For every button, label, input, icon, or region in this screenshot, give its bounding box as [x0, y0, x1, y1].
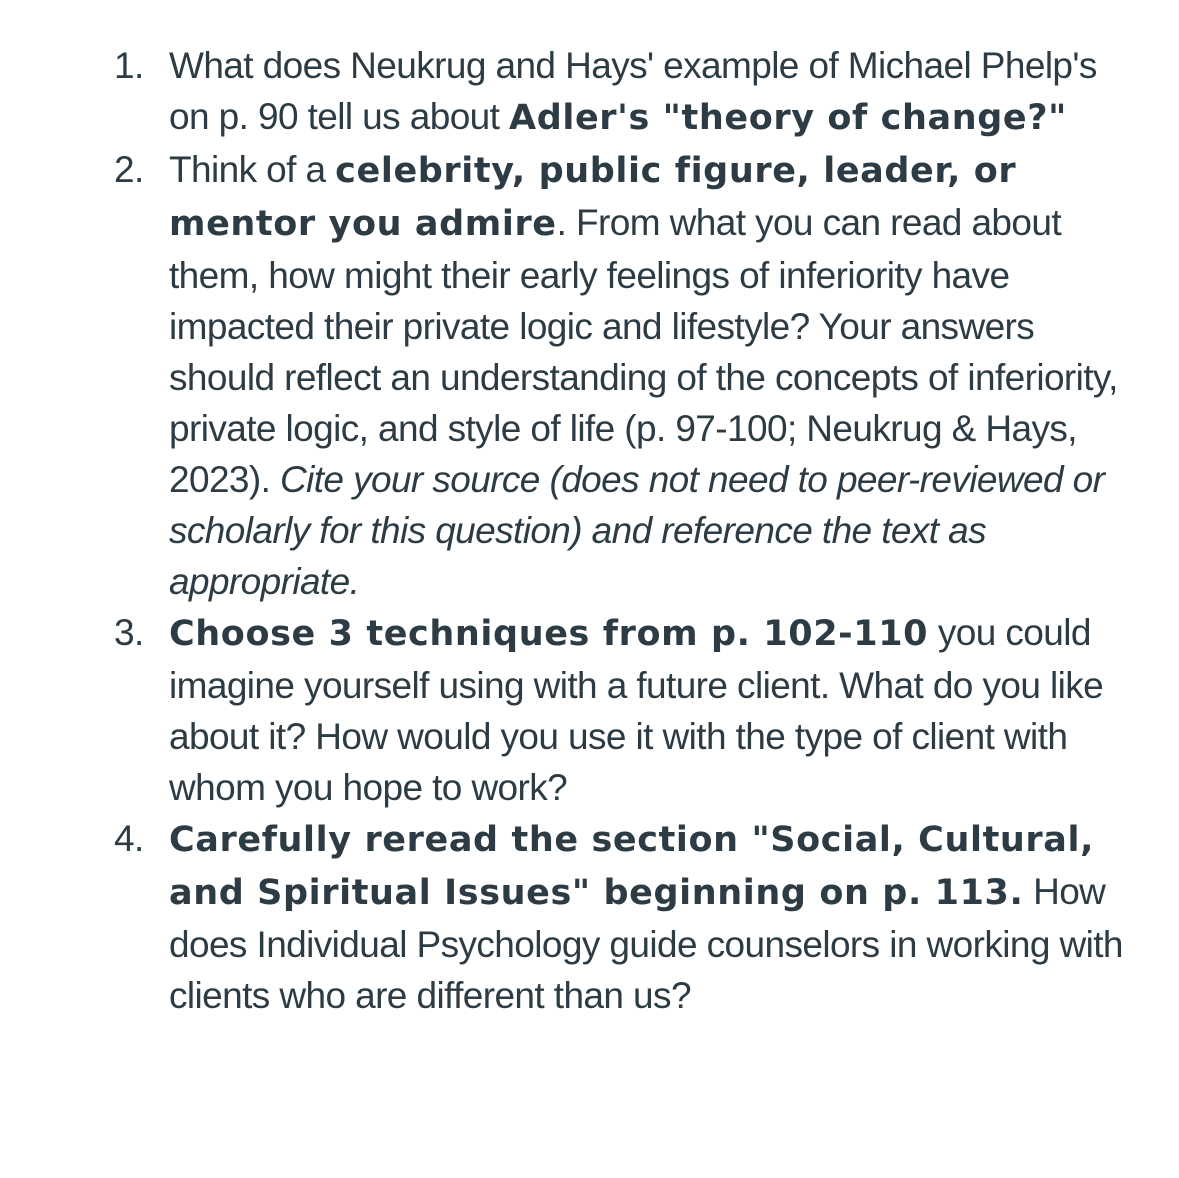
question-number: 2. — [114, 149, 144, 190]
question-item-4 — [114, 813, 1144, 1021]
question-emphasis-bold: Carefully reread the section "Social, Cultural, and Spiritual Issues" beginning on p. 113. — [169, 820, 1095, 913]
question-emphasis-bold: Adler's "theory of change?" — [509, 98, 1067, 138]
question-text: you could imagine yourself using with a future client. What do you like about it? How would you use it with the type of client with whom you hope to work? — [169, 612, 1104, 808]
question-number: 3. — [114, 612, 144, 653]
question-emphasis-bold: Choose 3 techniques from p. 102-110 — [169, 614, 929, 654]
question-emphasis-bold: celebrity, public figure, leader, or mentor you admire — [169, 151, 1017, 244]
question-text: . From what you can read about them, how might their early feelings of inferiority have impacted their private logic and lifestyle? Your answers should reflect an understanding of the concepts of inferiority, private logic, and style of life (p. 97-100; Neukrug & Hays, 2023). — [169, 202, 1118, 500]
question-item-2 — [114, 144, 1144, 607]
question-number: 1. — [114, 45, 144, 86]
question-list — [114, 40, 1144, 1021]
question-emphasis-italic: Cite your source (does not need to peer-reviewed or scholarly for this question) and reference the text as appropriate. — [169, 459, 1105, 602]
question-text: Think of a — [169, 149, 336, 190]
question-item-3 — [114, 607, 1144, 813]
question-text: How does Individual Psychology guide counselors in working with clients who are different than us? — [169, 871, 1123, 1016]
question-item-1 — [114, 40, 1144, 144]
question-text: What does Neukrug and Hays' example of Michael Phelp's on p. 90 tell us about — [169, 45, 1097, 137]
question-number: 4. — [114, 818, 144, 859]
